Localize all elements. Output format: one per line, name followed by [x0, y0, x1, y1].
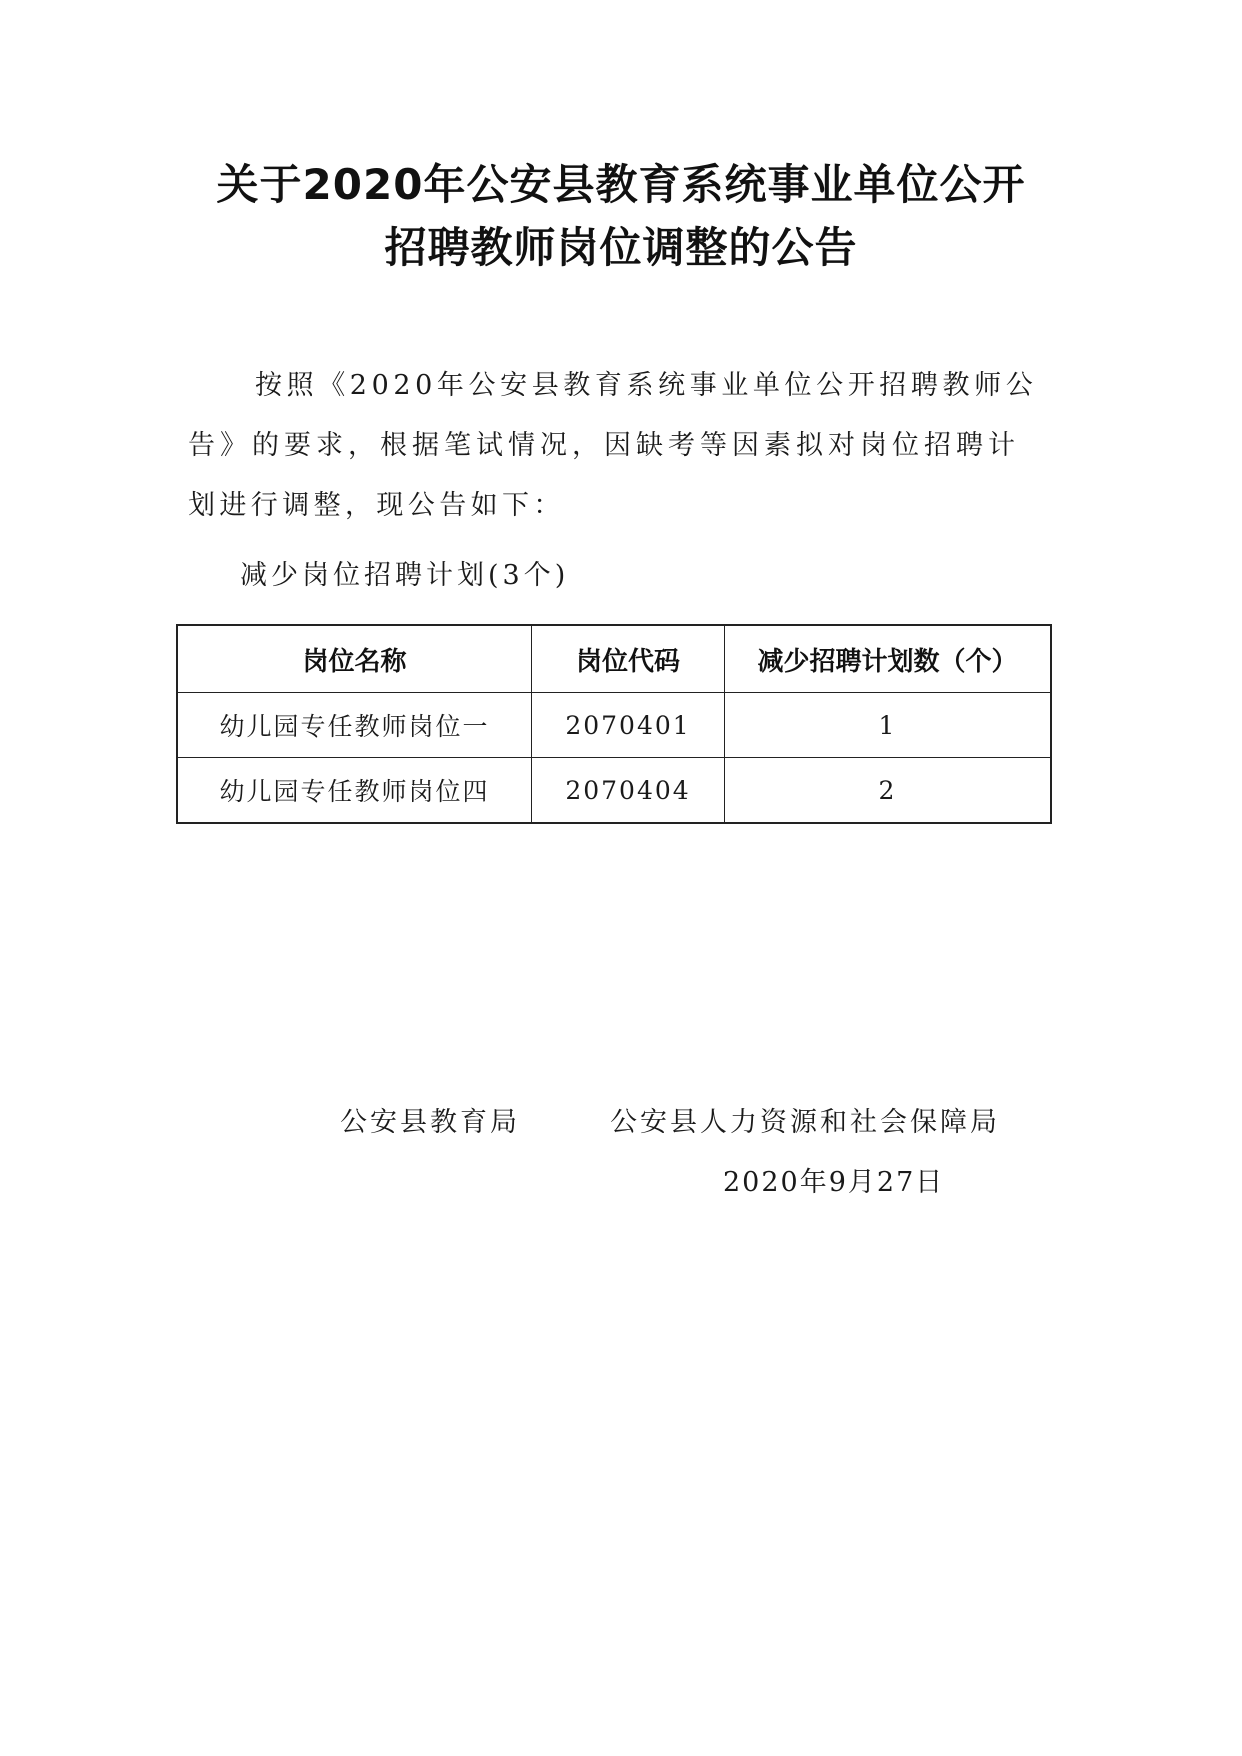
column-header-position-name: 岗位名称 — [177, 625, 532, 693]
signature-date: 2020年9月27日 — [723, 1167, 945, 1198]
column-header-position-code: 岗位代码 — [532, 625, 725, 693]
cell-reduced-count: 1 — [725, 693, 1052, 758]
cell-reduced-count: 2 — [725, 758, 1052, 824]
cell-position-name: 幼儿园专任教师岗位四 — [177, 758, 532, 824]
table-header-row — [177, 625, 1051, 693]
document-title-line-1: 关于2020年公安县教育系统事业单位公开 — [216, 160, 1026, 209]
signature-org-education-bureau: 公安县教育局 — [340, 1107, 520, 1138]
cell-position-name: 幼儿园专任教师岗位一 — [177, 693, 532, 758]
document-title-line-2: 招聘教师岗位调整的公告 — [384, 223, 858, 272]
recruitment-plan-table — [176, 624, 1052, 824]
table-row — [177, 758, 1051, 824]
table-row — [177, 693, 1051, 758]
signature-org-hr-bureau: 公安县人力资源和社会保障局 — [610, 1107, 1000, 1138]
cell-position-code: 2070401 — [532, 693, 725, 758]
cell-position-code: 2070404 — [532, 758, 725, 824]
body-paragraph-line-1: 按照《2020年公安县教育系统事业单位公开招聘教师公 — [255, 370, 1038, 401]
column-header-reduced-count: 减少招聘计划数（个） — [725, 625, 1052, 693]
body-paragraph-line-3: 划进行调整，现公告如下： — [188, 490, 565, 521]
body-paragraph-line-2: 告》的要求，根据笔试情况，因缺考等因素拟对岗位招聘计 — [188, 430, 1020, 461]
section-heading: 减少岗位招聘计划(3个) — [240, 560, 570, 591]
